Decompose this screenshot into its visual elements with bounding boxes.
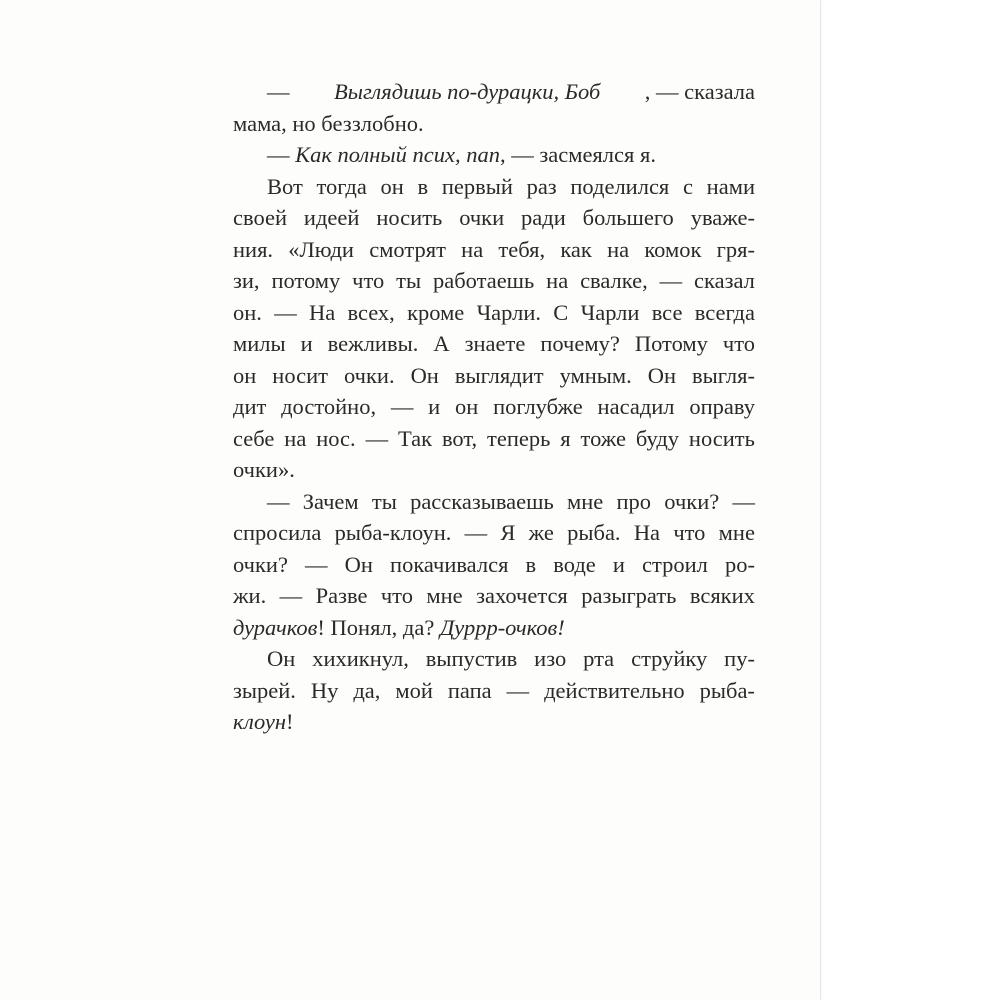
line-segment-word: — <box>659 268 683 293</box>
line-segment-word: на <box>284 425 307 451</box>
line-segment-word: — <box>274 299 297 325</box>
line-segment-word: рта <box>583 646 615 671</box>
line-segment-word: все <box>651 299 683 325</box>
text-line <box>233 549 755 581</box>
line-segment-word: очки? <box>233 551 288 577</box>
line-segment-word: зырей. <box>233 677 296 703</box>
line-segment-word: с <box>682 173 693 199</box>
line-segment-word: рыба. <box>567 520 621 545</box>
line-segment: — <box>267 79 290 104</box>
text-line <box>233 643 755 675</box>
line-segment-word: милы <box>233 331 286 356</box>
line-segment-word: он <box>233 362 257 388</box>
line-segment-word: пу- <box>724 646 755 671</box>
line-segment-word: буду <box>635 425 680 451</box>
line-segment-word: на <box>607 236 630 262</box>
line-segment: Выглядишь по-дурацки, Боб <box>333 79 601 104</box>
line-segment-word: он <box>380 173 404 199</box>
line-segment-word: гря- <box>716 236 755 262</box>
line-segment-word: Ну <box>310 677 339 703</box>
line-segment-word: на <box>546 268 569 293</box>
line-segment-word: Он <box>267 646 296 671</box>
line-segment: ! <box>286 709 294 734</box>
line-segment-word: — <box>506 677 530 703</box>
text-line <box>233 328 755 360</box>
text-line <box>233 423 755 455</box>
body-text <box>233 76 755 738</box>
line-segment-word: — <box>279 583 303 608</box>
line-segment-word: и <box>428 394 441 419</box>
text-line <box>233 171 755 203</box>
text-line <box>233 612 755 644</box>
line-segment-word: что <box>673 520 706 545</box>
text-line <box>233 517 755 549</box>
line-segment-word: я <box>560 425 571 451</box>
line-segment-word: Он <box>410 362 439 388</box>
line-segment-word: и <box>300 331 313 356</box>
line-segment-word: комок <box>644 236 702 262</box>
line-segment-word: теперь <box>487 425 551 451</box>
line-segment-word: разыграть <box>581 583 677 608</box>
line-segment-word: смотрят <box>369 236 446 262</box>
line-segment-word: вежливы. <box>327 331 419 356</box>
line-segment-word: Чарли <box>580 299 640 325</box>
line-segment-word: захочется <box>476 583 568 608</box>
line-segment-word: С <box>553 299 569 325</box>
line-segment: мама, но беззлобно. <box>233 110 424 136</box>
line-segment-word: Разве <box>315 583 368 608</box>
line-segment-word: тогда <box>316 173 367 199</box>
line-segment-word: своей <box>233 205 288 230</box>
line-segment-word: знаете <box>464 331 526 356</box>
line-segment-word: ради <box>521 205 566 230</box>
line-segment-word: Он <box>647 362 677 388</box>
line-segment-word: тоже <box>580 425 627 451</box>
text-line <box>233 108 755 140</box>
text-line <box>233 360 755 392</box>
line-segment-word: поглубже <box>493 394 583 419</box>
line-segment-word: рыба-клоун. <box>334 520 452 545</box>
line-segment-word: жи. <box>233 583 267 608</box>
text-line <box>233 234 755 266</box>
line-segment-word: папа <box>447 677 492 703</box>
line-segment-word: Вот <box>267 173 303 199</box>
line-segment-word: он <box>455 394 479 419</box>
line-segment: — <box>267 142 296 167</box>
line-segment-word: очки <box>459 205 505 230</box>
line-segment-word: умным. <box>559 362 632 388</box>
line-segment-word: Потому <box>634 331 708 356</box>
line-segment-word: спросила <box>233 520 322 545</box>
line-segment: дурачков <box>233 614 318 640</box>
text-line <box>233 139 755 171</box>
line-segment-word: мне <box>426 583 463 608</box>
line-segment-word: он. <box>233 299 262 325</box>
line-segment-word: идеей <box>303 205 360 230</box>
line-segment-word: же <box>528 520 554 545</box>
line-segment-word: Чарли. <box>476 299 542 325</box>
line-segment-word: дит <box>233 394 267 419</box>
line-segment-word: в <box>417 173 429 199</box>
page-margin <box>820 0 1000 1000</box>
line-segment-word: поделился <box>570 173 670 199</box>
line-segment-word: хихикнул, <box>312 646 409 671</box>
line-segment-word: На <box>633 520 661 545</box>
line-segment-word: выглядит <box>454 362 544 388</box>
line-segment-word: Он <box>344 551 373 577</box>
line-segment-word: ты <box>396 268 422 293</box>
line-segment: , — засмеялся я. <box>499 142 656 167</box>
text-line <box>233 297 755 329</box>
line-segment-word: оправу <box>689 394 755 419</box>
line-segment-word: «Люди <box>288 236 354 262</box>
line-segment-word: выпустив <box>425 646 518 671</box>
line-segment: очки». <box>233 457 295 482</box>
line-segment-word: первый <box>441 173 513 199</box>
line-segment-word: всяких <box>689 583 755 608</box>
text-line <box>233 76 755 108</box>
line-segment-word: носить <box>688 425 755 451</box>
line-segment-word: потому <box>271 268 341 293</box>
line-segment-word: — <box>390 394 414 419</box>
line-segment-word: воде <box>553 551 596 577</box>
line-segment-word: большего <box>582 205 674 230</box>
line-segment-word: покачивался <box>390 551 509 577</box>
line-segment-word: всех, <box>347 299 395 325</box>
line-segment-word: свалке, <box>580 268 648 293</box>
line-segment-word: сказал <box>694 268 755 293</box>
line-segment-word: струйку <box>631 646 708 671</box>
line-segment-word: А <box>433 331 450 356</box>
line-segment-word: всегда <box>694 299 755 325</box>
text-line <box>233 675 755 707</box>
line-segment-word: — <box>732 488 755 514</box>
line-segment-word: очки? <box>664 488 720 514</box>
line-segment-word: изо <box>534 646 567 671</box>
line-segment-word: нос. <box>316 425 356 451</box>
line-segment-word: себе <box>233 425 275 451</box>
line-segment-word: уваже- <box>690 205 755 230</box>
line-segment-word: выгля- <box>692 362 755 388</box>
line-segment-word: почему? <box>540 331 620 356</box>
line-segment-word: носить <box>376 205 443 230</box>
line-segment: ! Понял, да? <box>317 614 440 640</box>
line-segment-word: мне <box>566 488 604 514</box>
line-segment-word: На <box>308 299 336 325</box>
line-segment-word: ро- <box>724 551 755 577</box>
line-segment-word: тебя, <box>498 236 546 262</box>
line-segment-word: нами <box>706 173 755 199</box>
line-segment-word: зи, <box>233 268 260 293</box>
line-segment: , — сказала <box>644 79 755 104</box>
line-segment-word: что <box>380 583 413 608</box>
text-line <box>233 265 755 297</box>
line-segment-word: насадил <box>597 394 675 419</box>
line-segment-word: рассказываешь <box>410 488 554 514</box>
line-segment-word: мой <box>395 677 433 703</box>
line-segment-word: ния. <box>233 236 274 262</box>
line-segment-word: рыба- <box>699 677 755 703</box>
line-segment-word: раз <box>526 173 557 199</box>
text-line <box>233 486 755 518</box>
line-segment-word: — <box>365 425 389 451</box>
line-segment-word: в <box>525 551 537 577</box>
line-segment-word: Зачем <box>302 488 359 514</box>
line-segment-word: как <box>560 236 592 262</box>
line-segment-word: очки. <box>343 362 395 388</box>
line-segment-word: ты <box>371 488 397 514</box>
text-line <box>233 202 755 234</box>
text-line <box>233 706 755 738</box>
line-segment-word: строил <box>642 551 708 577</box>
line-segment-word: кроме <box>407 299 465 325</box>
line-segment-word: мне <box>718 520 755 545</box>
line-segment-word: работаешь <box>432 268 535 293</box>
text-line <box>233 580 755 612</box>
line-segment-word: достойно, <box>281 394 377 419</box>
line-segment: Дуррр-очков! <box>439 614 565 640</box>
line-segment: клоун <box>233 709 287 734</box>
line-segment-word: Я <box>500 520 516 545</box>
text-line <box>233 454 755 486</box>
line-segment-word: — <box>305 551 328 577</box>
line-segment-word: действительно <box>544 677 685 703</box>
text-line <box>233 391 755 423</box>
line-segment-word: вот, <box>441 425 478 451</box>
line-segment-word: про <box>616 488 652 514</box>
line-segment-word: что <box>722 331 755 356</box>
line-segment-word: на <box>461 236 484 262</box>
line-segment: Как полный псих, пап <box>295 142 500 167</box>
line-segment-word: — <box>464 520 488 545</box>
line-segment-word: да, <box>353 677 381 703</box>
line-segment-word: носит <box>272 362 328 388</box>
line-segment-word: что <box>352 268 385 293</box>
line-segment-word: Так <box>397 425 433 451</box>
line-segment-word: — <box>267 488 290 514</box>
line-segment-word: и <box>612 551 625 577</box>
